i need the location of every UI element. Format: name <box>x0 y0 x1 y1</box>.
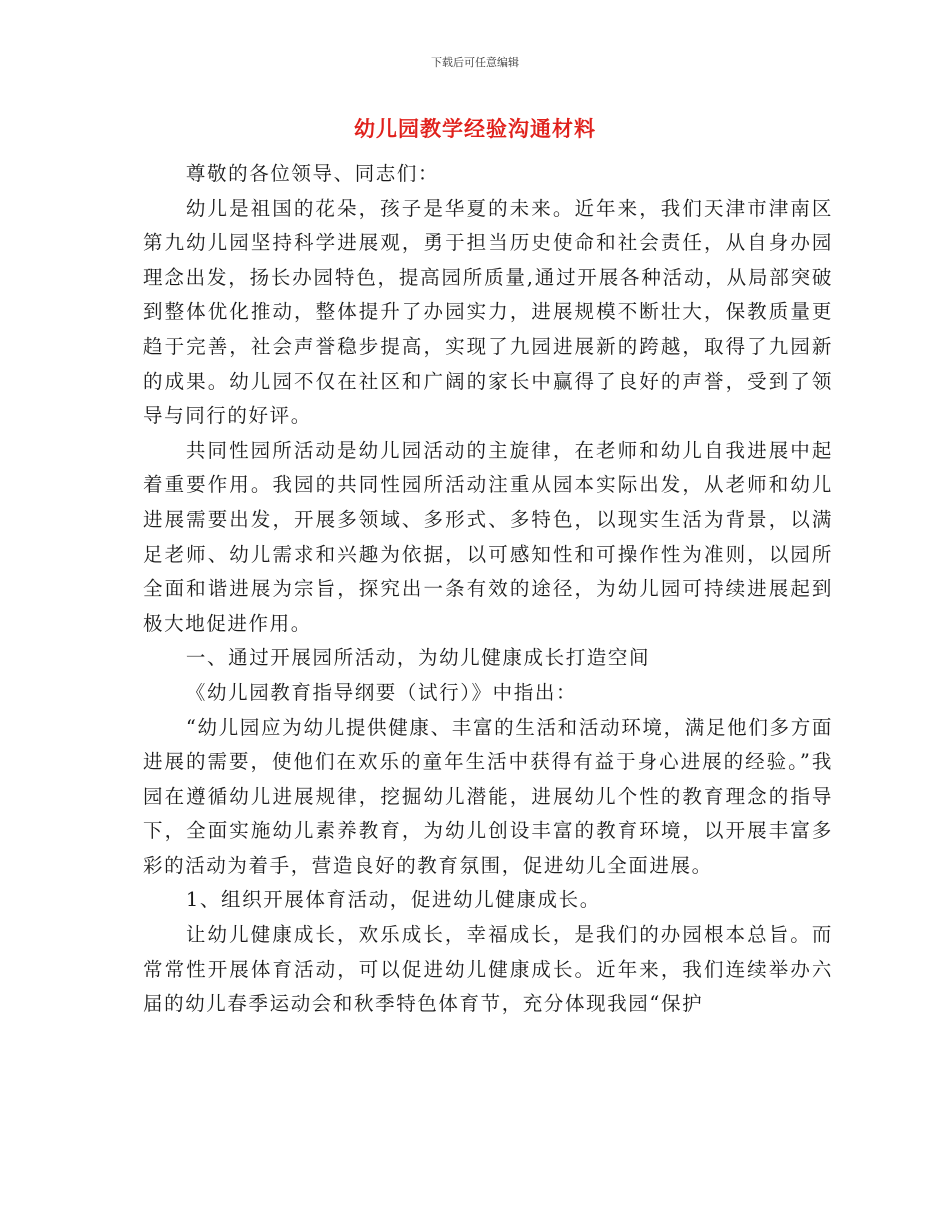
document-body <box>143 157 833 1022</box>
paragraph-intro: 幼儿是祖国的花朵，孩子是华夏的未来。近年来，我们天津市津南区第九幼儿园坚持科学进展观，勇于担当历史使命和社会责任，从自身办园理念出发，扬长办园特色，提高园所质量,通过开展各种活动，从局部突破到整体优化推动，整体提升了办园实力，进展规模不断壮大，保教质量更趋于完善，社会声誉稳步提高，实现了九园进展新的跨越，取得了九园新的成果。幼儿园不仅在社区和广阔的家长中赢得了良好的声誉，受到了领导与同行的好评。 <box>143 196 833 428</box>
paragraph-activities: 共同性园所活动是幼儿园活动的主旋律，在老师和幼儿自我进展中起着重要作用。我园的共同性园所活动注重从园本实际出发，从老师和幼儿进展需要出发，开展多领域、多形式、多特色，以现实生活为背景，以满足老师、幼儿需求和兴趣为依据，以可感知性和可操作性为准则，以园所全面和谐进展为宗旨，探究出一条有效的途径，为幼儿园可持续进展起到极大地促进作用。 <box>143 438 833 635</box>
subsection-heading-1: 1、组织开展体育活动，促进幼儿健康成长。 <box>185 888 601 912</box>
paragraph-sports: 让幼儿健康成长，欢乐成长，幸福成长，是我们的办园根本总旨。而常常性开展体育活动，可以促进幼儿健康成长。近年来，我们连续举办六届的幼儿春季运动会和秋季特色体育节，充分体现我园“保护 <box>143 923 833 1016</box>
paragraph-guideline-quote: “幼儿园应为幼儿提供健康、丰富的生活和活动环境，满足他们多方面进展的需要，使他们在欢乐的童年生活中获得有益于身心进展的经验。”我园在遵循幼儿进展规律，挖掘幼儿潜能，进展幼儿个性的教育理念的指导下，全面实施幼儿素养教育，为幼儿创设丰富的教育环境，以开展丰富多彩的活动为着手，营造良好的教育氛围，促进幼儿全面进展。 <box>143 715 833 877</box>
header-note: 下载后可任意编辑 <box>431 56 519 69</box>
paragraph-salutation: 尊敬的各位领导、同志们： <box>185 162 440 185</box>
document-title: 幼儿园教学经验沟通材料 <box>354 117 596 141</box>
paragraph-guideline-ref: 《幼儿园教育指导纲要（试行）》中指出： <box>185 680 578 704</box>
section-heading-1: 一、通过开展园所活动，为幼儿健康成长打造空间 <box>185 646 651 670</box>
